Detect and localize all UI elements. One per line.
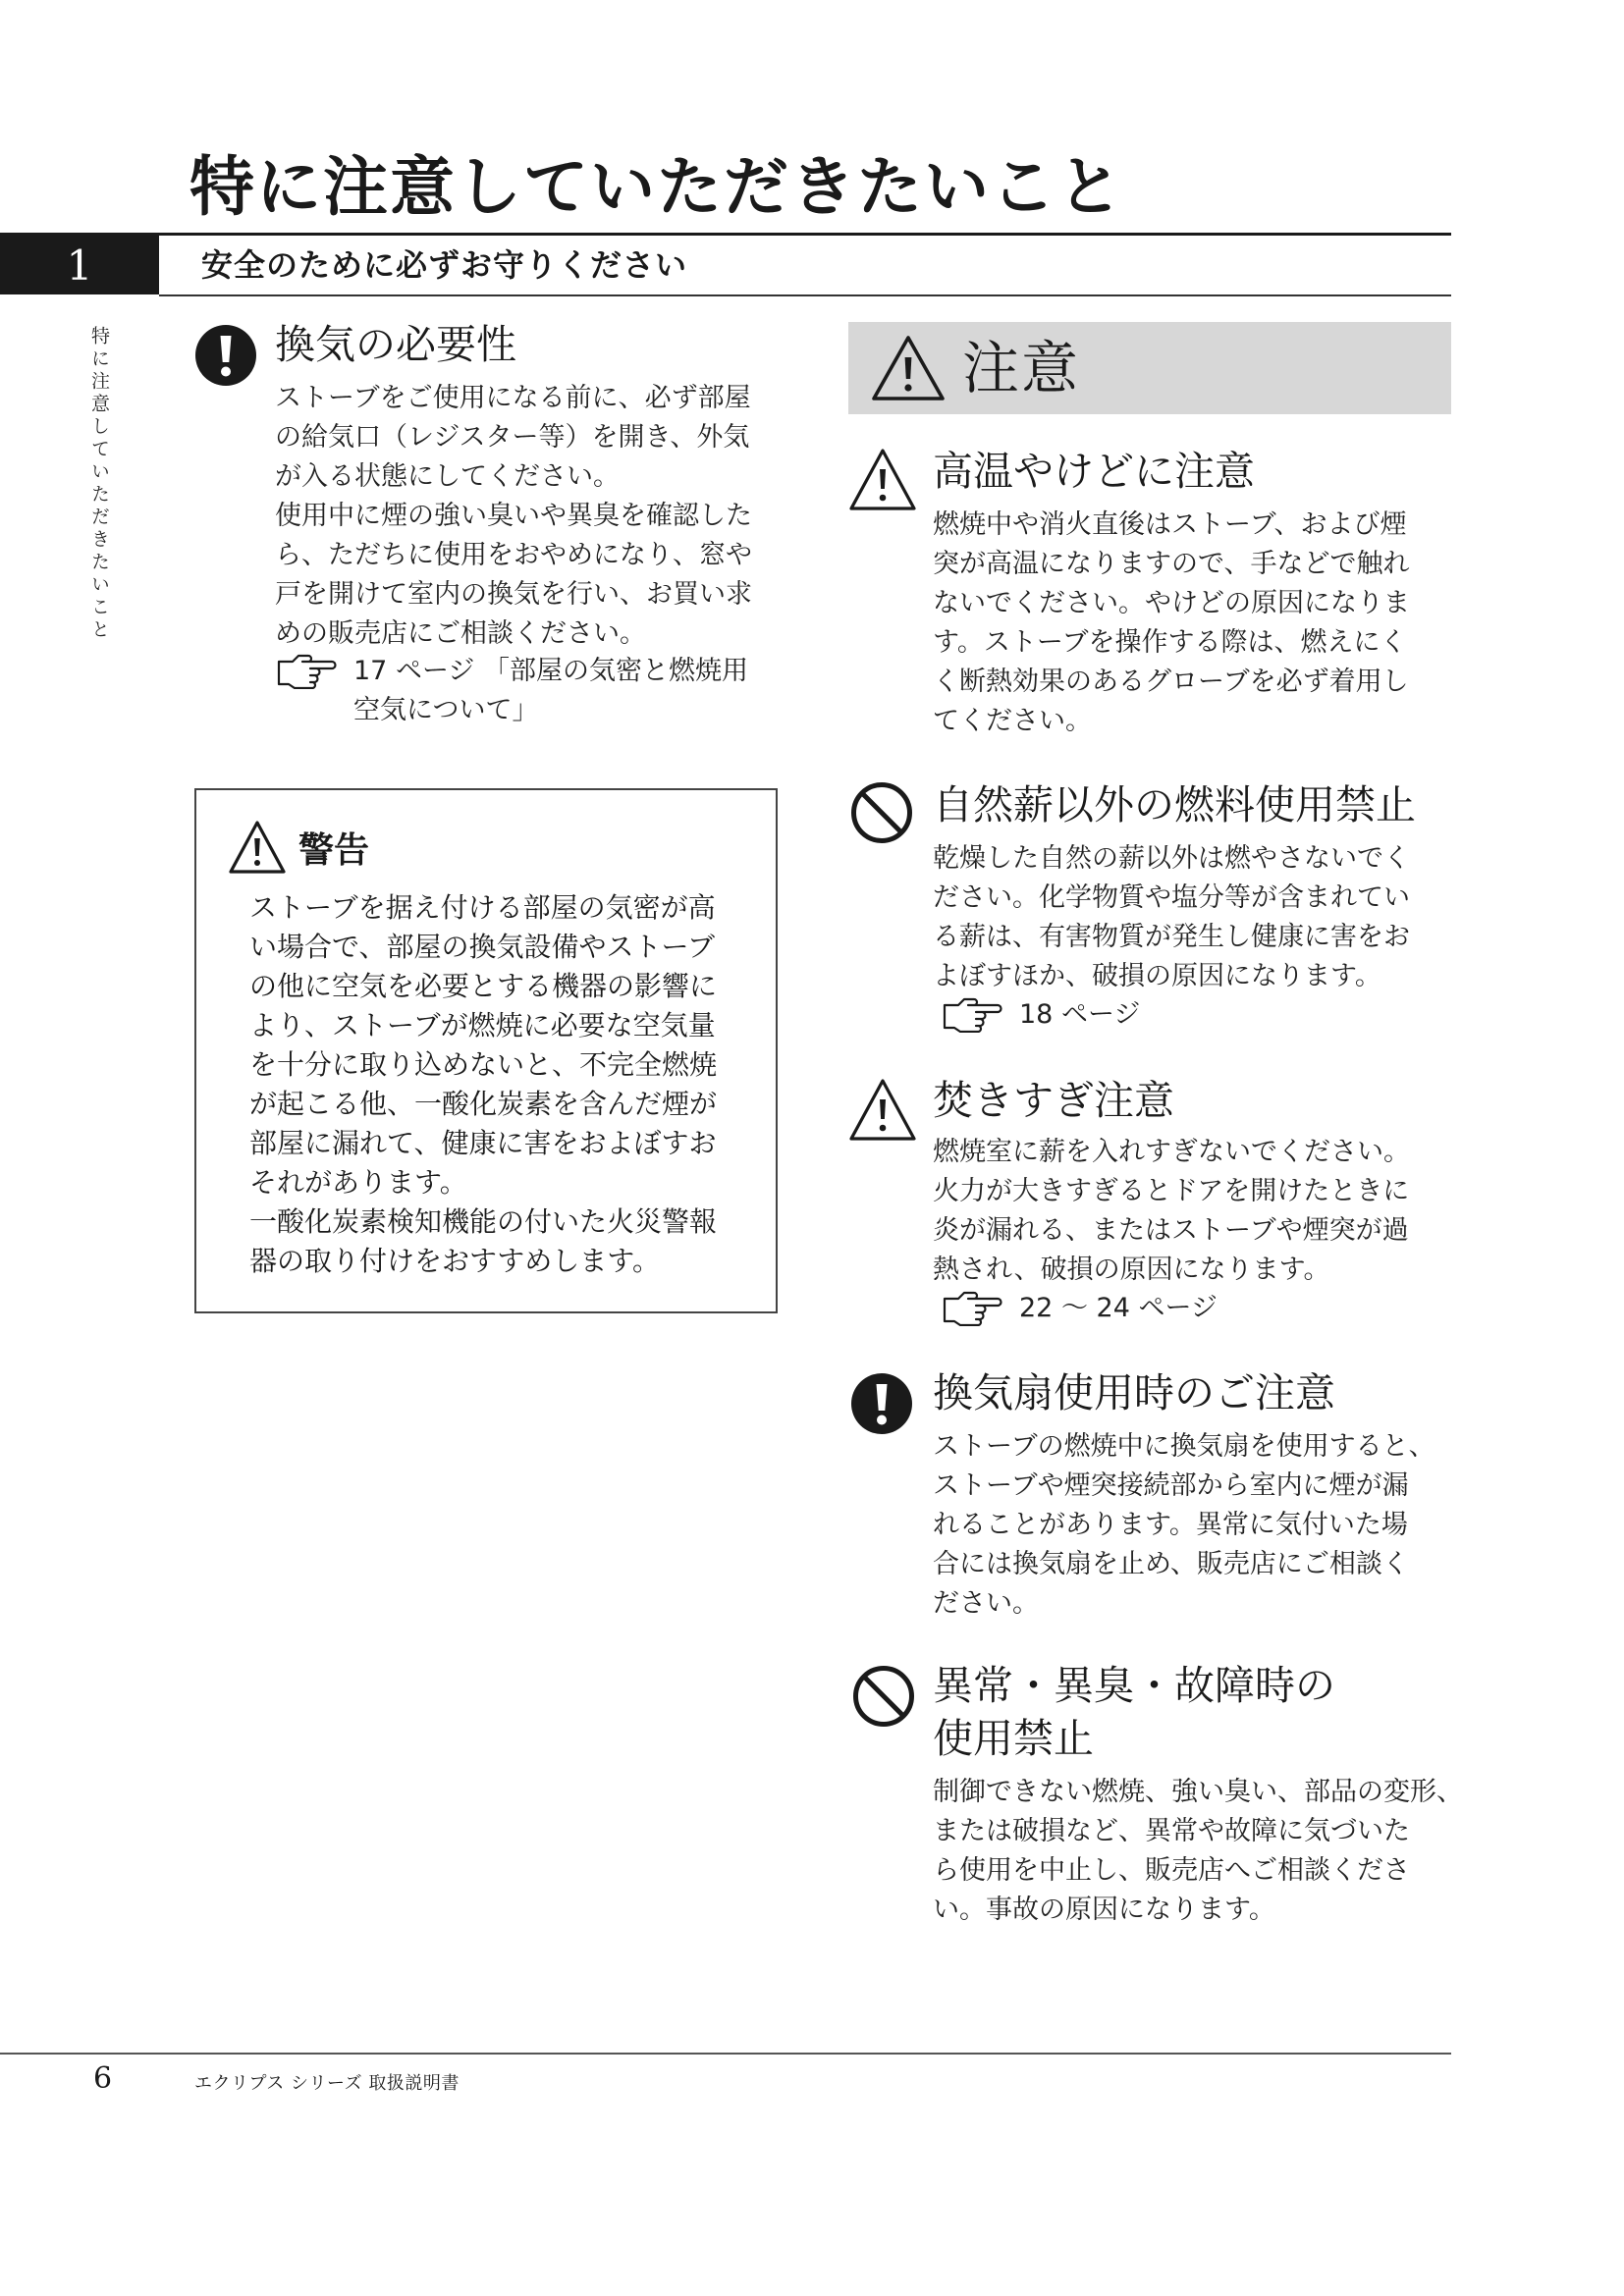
pointing-hand-icon [941,1289,1003,1326]
warning-triangle-icon [848,1078,917,1143]
overfiring-title: 焚きすぎ注意 [933,1077,1174,1124]
ventilation-fan-title: 換気扇使用時のご注意 [933,1369,1335,1416]
pointing-hand-icon [941,995,1003,1033]
ventilation-body: ストーブをご使用になる前に、必ず部屋 の給気口（レジスター等）を開き、外気 が入る状態にしてください。 使用中に煙の強い臭いや異臭を確認した ら、ただちに使用をおやめになり、窓や 戸を開けて室内の換気を行い、お買い求 めの販売店にご相談ください。 [275,383,752,649]
high-temperature-title: 高温やけどに注意 [933,448,1255,495]
warning-triangle-icon [848,448,917,512]
page-title: 特に注意していただきたいこと [189,148,1124,225]
ventilation-title: 換気の必要性 [275,321,516,368]
prohibition-icon [850,781,913,844]
exclamation-circle-icon [194,324,257,387]
chapter-number: 1 [0,236,159,294]
overfiring-body: 燃焼室に薪を入れすぎないでください。 火力が大きすぎるとドアを開けたときに 炎が漏れる、またはストーブや煙突が過 熱され、破損の原因になります。 [933,1137,1410,1285]
abnormality-title: 異常・異臭・故障時の 使用禁止 [933,1662,1335,1762]
reference-text: 22 ～ 24 ページ [1019,1293,1218,1323]
side-tab: 特に注意していただきたいこと [88,326,110,642]
section-rule [159,294,1451,296]
pointing-hand-icon [275,652,338,689]
fuel-prohibition-title: 自然薪以外の燃料使用禁止 [933,781,1416,828]
high-temperature-body: 燃焼中や消火直後はストーブ、および煙 突が高温になりますので、手などで触れ ないでください。やけどの原因になりま す。ストーブを操作する際は、燃えにく く断熱効果のあるグローブを必ず着用し てください。 [933,509,1410,736]
title-rule [0,233,1451,236]
warning-box [194,788,778,1313]
abnormality-body: 制御できない燃焼、強い臭い、部品の変形、 または破損など、異常や故障に気づいた ら使用を中止し、販売店へご相談くださ い。事故の原因になります。 [933,1777,1463,1925]
document-name: エクリプス シリーズ 取扱説明書 [194,2073,460,2094]
ventilation-fan-body: ストーブの燃焼中に換気扇を使用すると、 ストーブや煙突接続部から室内に煙が漏 れることがあります。異常に気付いた場 合には換気扇を止め、販売店にご相談く ださい。 [933,1431,1435,1619]
reference-text: 18 ページ [1019,999,1141,1030]
warning-body: ストーブを据え付ける部屋の気密が高 い場合で、部屋の換気設備やストーブ の他に空気を必要とする機器の影響に より、ストーブが燃焼に必要な空気量 を十分に取り込めないと、不完全燃焼 が起こる他、一酸化炭素を含んだ煙が 部屋に漏れて、健康に害をおよぼすお それがあります。 一酸化炭素検知機能の付いた火災警報 器の取り付けをおすすめします。 [249,891,718,1277]
exclamation-circle-icon [850,1372,913,1435]
fuel-reference [941,995,1140,1035]
reference-text: 17 ページ 「部屋の気密と燃焼用 空気について」 [353,656,748,725]
page-number: 6 [93,2061,113,2096]
caution-banner [848,322,1451,414]
section-heading: 安全のために必ずお守りください [201,246,688,284]
warning-triangle-icon [228,820,287,875]
prohibition-icon [852,1665,915,1728]
warning-title: 警告 [298,829,370,871]
fuel-prohibition-body: 乾燥した自然の薪以外は燃やさないでく ださい。化学物質や塩分等が含まれてい る薪は、有害物質が発生し健康に害をお よぼすほか、破損の原因になります。 [933,843,1410,991]
ventilation-reference [275,652,748,730]
footer-rule [0,2053,1451,2055]
overfiring-reference [941,1289,1218,1328]
caution-label: 注意 [962,335,1081,401]
warning-triangle-icon [870,334,947,402]
